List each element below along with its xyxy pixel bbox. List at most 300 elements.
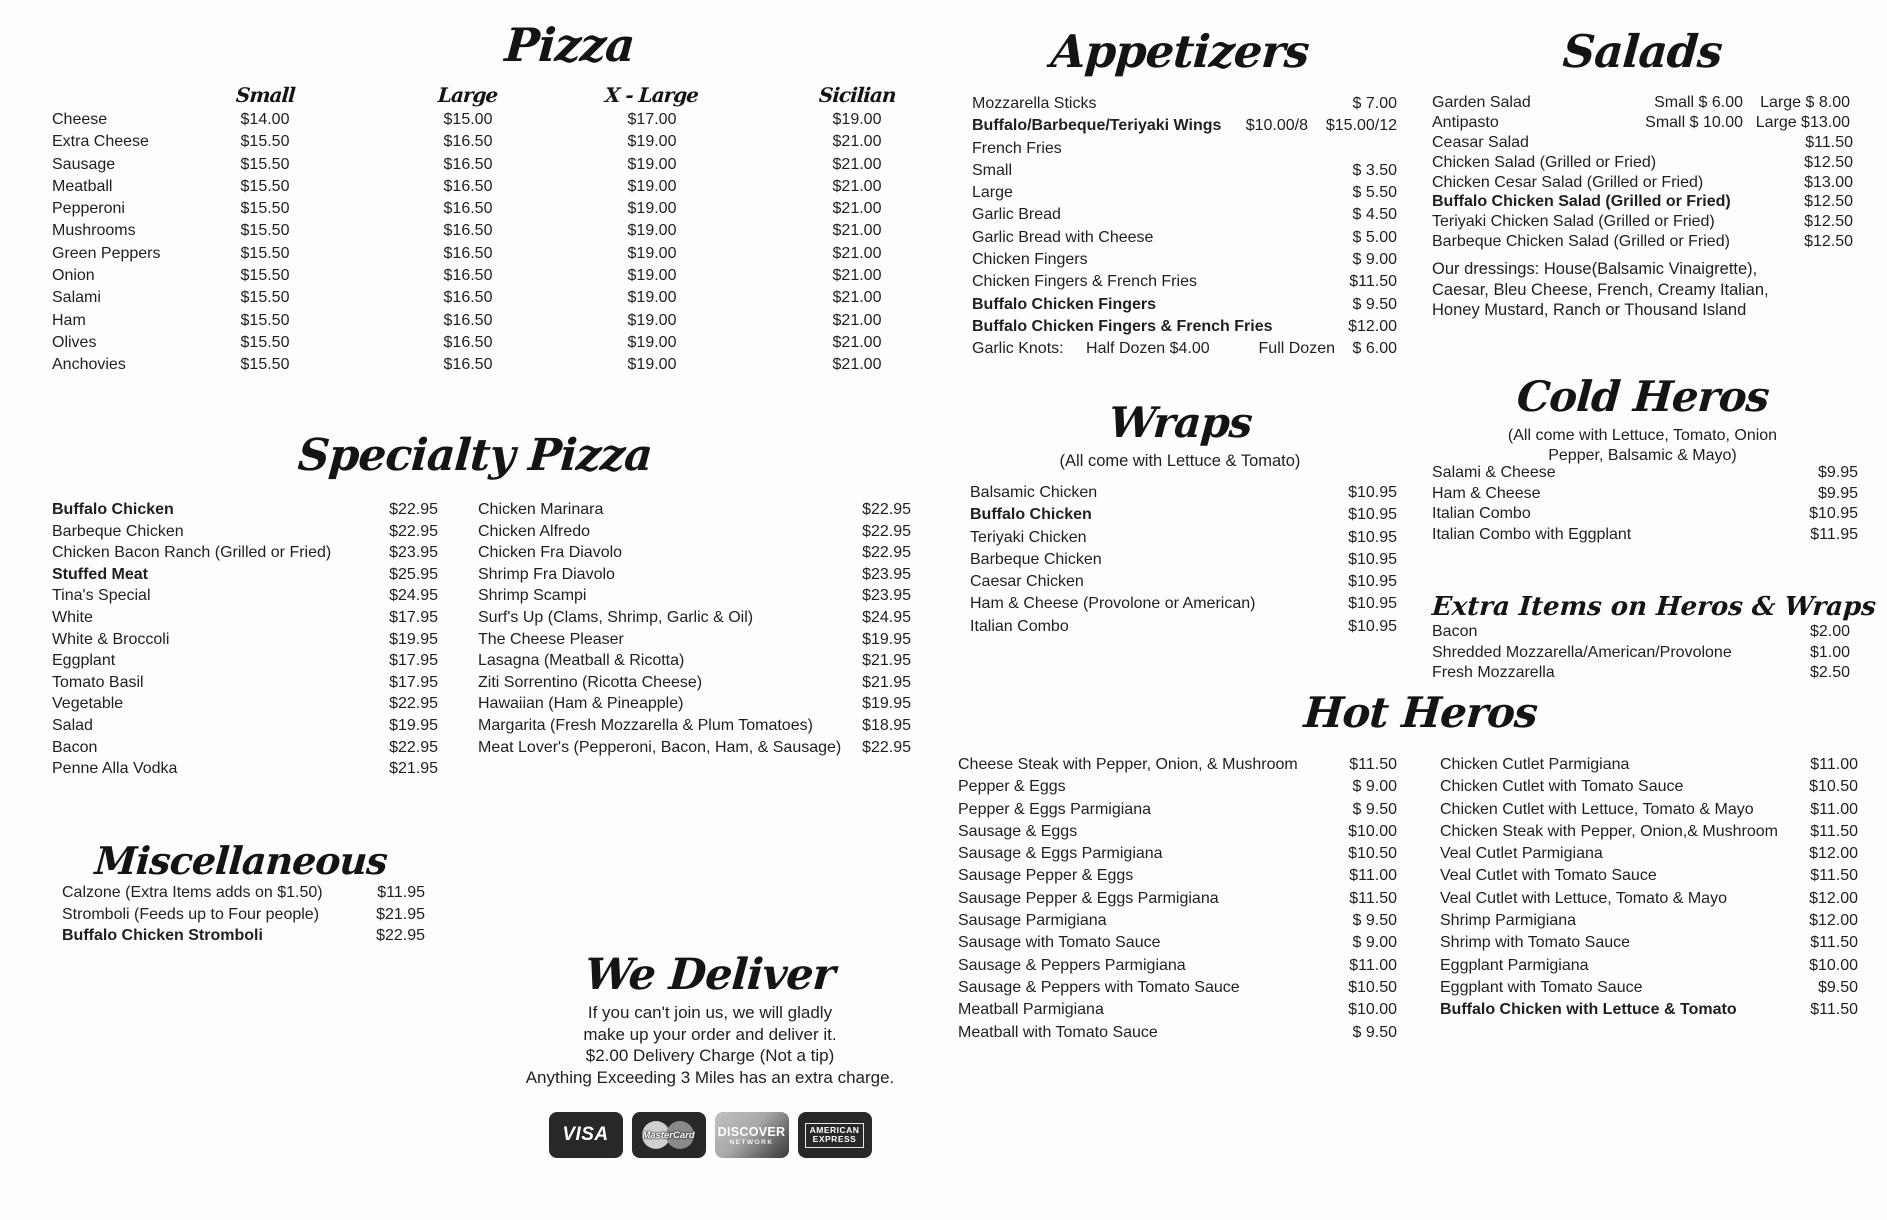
item-price: $10.00: [1809, 956, 1858, 974]
item-price: $10.95: [1809, 505, 1858, 522]
menu-item-row: [1432, 133, 1853, 153]
item-price: $11.50: [1810, 867, 1858, 885]
item-price: $10.95: [1348, 573, 1397, 591]
item-price: $2.00: [1809, 623, 1850, 640]
item-price: $10.50: [1348, 978, 1397, 996]
item-name: White & Broccoli: [52, 630, 170, 648]
price-large: $15.00: [443, 111, 493, 128]
menu-item-row: [478, 693, 911, 715]
price-large: $16.50: [443, 222, 493, 240]
price-small: $15.50: [240, 133, 290, 151]
half-dozen-price: Half Dozen $4.00: [1086, 340, 1210, 357]
item-name: Chicken Cutlet with Tomato Sauce: [1440, 778, 1684, 796]
item-price-large: Large $ 8.00: [1760, 94, 1850, 111]
item-price: $22.95: [862, 522, 911, 540]
menu-item-row: [52, 564, 438, 586]
menu-item-row: [478, 564, 911, 586]
item-name: Barbeque Chicken: [52, 522, 184, 540]
item-name: Garlic Knots:: [972, 340, 1064, 357]
price-large: $16.50: [443, 311, 493, 329]
pizza-row: [40, 287, 920, 309]
item-name: Shrimp Scampi: [478, 587, 587, 605]
menu-item-row: [972, 115, 1397, 137]
item-name: Buffalo Chicken: [970, 506, 1092, 524]
deliver-line: Anything Exceeding 3 Miles has an extra charge.: [525, 1067, 895, 1087]
item-name: Anchovies: [52, 356, 126, 374]
price-xlarge: $19.00: [627, 311, 677, 329]
item-name: Sausage & Eggs Parmigiana: [958, 845, 1163, 863]
item-price: $10.50: [1348, 845, 1397, 863]
pizza-table: [40, 109, 920, 377]
price-xlarge: $19.00: [627, 356, 677, 374]
item-name: Buffalo/Barbeque/Teriyaki Wings: [972, 117, 1222, 135]
item-name: Eggplant: [52, 652, 116, 670]
item-price: $12.00: [1809, 889, 1858, 907]
dressings-line: Honey Mustard, Ranch or Thousand Island: [1432, 301, 1747, 320]
item-price: $22.95: [862, 501, 911, 518]
item-price: $11.00: [1810, 756, 1858, 773]
item-name: Lasagna (Meatball & Ricotta): [478, 652, 685, 670]
menu-item-row: [958, 1022, 1397, 1044]
item-price: $12.00: [1809, 912, 1858, 930]
item-price: $ 9.50: [1352, 912, 1397, 930]
price-sicilian: $21.00: [832, 222, 882, 240]
item-name: Eggplant with Tomato Sauce: [1440, 978, 1643, 996]
item-name: Barbeque Chicken Salad (Grilled or Fried): [1432, 233, 1730, 251]
item-name: Sausage Parmigiana: [958, 912, 1107, 930]
pizza-col-large: Large: [437, 83, 499, 107]
item-price: $2.50: [1809, 664, 1850, 681]
menu-item-row: [1440, 977, 1858, 999]
menu-item-row: [1432, 484, 1858, 505]
menu-item-row: [1432, 504, 1858, 525]
item-name: Sausage with Tomato Sauce: [958, 934, 1161, 952]
item-name: Fresh Mozzarella: [1432, 664, 1555, 681]
price-small: $15.50: [240, 200, 290, 218]
deliver-text: [430, 1002, 990, 1088]
price-large: $16.50: [443, 133, 493, 151]
item-name: Pepper & Eggs Parmigiana: [958, 800, 1151, 818]
item-name: Ziti Sorrentino (Ricotta Cheese): [478, 673, 703, 691]
item-name: Garlic Bread: [972, 206, 1061, 224]
item-name: Buffalo Chicken with Lettuce & Tomato: [1440, 1001, 1737, 1019]
price-small: $15.50: [240, 289, 290, 307]
menu-item-row: [478, 715, 911, 737]
price-sicilian: $21.00: [832, 311, 882, 329]
item-name: Chicken Cutlet Parmigiana: [1440, 756, 1630, 773]
appetizers-list: [972, 93, 1397, 338]
pizza-col-xlarge: X - Large: [604, 83, 700, 107]
menu-item-row: [958, 776, 1397, 798]
mastercard-label: MasterCard: [642, 1129, 695, 1141]
item-name: Small: [972, 161, 1013, 179]
item-price: $22.95: [389, 738, 438, 756]
discover-network-label: NETWORK: [729, 1138, 774, 1146]
item-name: Cheese: [52, 111, 108, 128]
garlic-knots-row: [972, 338, 1397, 360]
item-price: $11.95: [1810, 525, 1858, 543]
item-price: $ 9.00: [1352, 251, 1397, 269]
price-large: $16.50: [443, 333, 493, 351]
item-name: Meatball with Tomato Sauce: [958, 1023, 1158, 1041]
pizza-row: [40, 109, 920, 131]
menu-item-row: [958, 955, 1397, 977]
item-price: $17.95: [389, 608, 438, 626]
price-small: $15.50: [240, 356, 290, 374]
menu-item-row: [478, 585, 911, 607]
pizza-row: [40, 220, 920, 242]
item-name: Chicken Cutlet with Lettuce, Tomato & Mayo: [1440, 800, 1754, 818]
mastercard-card-logo: [632, 1112, 706, 1158]
item-price: $19.95: [862, 695, 911, 713]
price-sicilian: $21.00: [832, 267, 882, 285]
item-price: $11.50: [1349, 756, 1397, 773]
item-name: Meatball Parmigiana: [958, 1001, 1104, 1019]
item-price: $17.95: [389, 652, 438, 670]
extra-items-title: Extra Items on Heros & Wraps: [1430, 592, 1877, 622]
item-name: Italian Combo with Eggplant: [1432, 525, 1632, 543]
item-name: Chicken Fra Diavolo: [478, 544, 623, 562]
item-price: $11.50: [1349, 273, 1397, 291]
item-price: $10.95: [1348, 595, 1397, 613]
item-name: Sausage & Eggs: [958, 822, 1078, 840]
price-xlarge: $19.00: [627, 133, 677, 151]
item-price: $13.00: [1804, 173, 1853, 191]
item-name: Shredded Mozzarella/American/Provolone: [1432, 643, 1732, 661]
item-price: $11.50: [1810, 1001, 1858, 1019]
item-name: Italian Combo: [970, 617, 1069, 635]
item-name: Meat Lover's (Pepperoni, Bacon, Ham, & Sausage): [478, 738, 842, 756]
price-large: $16.50: [443, 155, 493, 173]
deliver-title: We Deliver: [583, 950, 837, 1000]
item-price: $10.95: [1348, 550, 1397, 568]
item-name: Salami & Cheese: [1432, 464, 1556, 481]
price-small: $15.50: [240, 311, 290, 329]
menu-item-row: [1432, 113, 1853, 133]
menu-item-row: [1432, 93, 1853, 113]
item-price: $21.95: [862, 652, 911, 670]
item-price: $10.00: [1348, 822, 1397, 840]
item-price: $18.95: [862, 716, 911, 734]
deliver-line: make up your order and deliver it.: [583, 1024, 837, 1044]
item-price: $15.00/12: [1325, 117, 1397, 135]
item-name: Cheese Steak with Pepper, Onion, & Mushroom: [958, 756, 1298, 773]
menu-item-row: [478, 672, 911, 694]
price-sicilian: $21.00: [832, 244, 882, 262]
menu-item-row: [972, 160, 1397, 182]
item-name: Shrimp Parmigiana: [1440, 912, 1577, 930]
item-name: The Cheese Pleaser: [478, 630, 624, 648]
menu-item-row: [970, 482, 1397, 504]
item-price: $11.00: [1349, 956, 1397, 974]
item-price: $19.95: [389, 716, 438, 734]
dressings-line: Caesar, Bleu Cheese, French, Creamy Italian,: [1432, 280, 1769, 299]
item-name: Italian Combo: [1432, 505, 1531, 522]
menu-item-row: [958, 754, 1397, 776]
wraps-subtitle: (All come with Lettuce & Tomato): [1059, 452, 1301, 470]
menu-item-row: [1440, 999, 1858, 1021]
item-price: $10.95: [1348, 528, 1397, 546]
price-small: $14.00: [240, 111, 290, 128]
menu-item-row: [62, 925, 425, 947]
pizza-size-header: [40, 84, 920, 106]
menu-item-row: [478, 737, 911, 759]
pizza-row: [40, 131, 920, 153]
hot-heros-title: Hot Heros: [1301, 688, 1539, 737]
item-name: Veal Cutlet with Tomato Sauce: [1440, 867, 1657, 885]
salads-title: Salads: [1561, 25, 1724, 78]
item-price: $17.95: [389, 673, 438, 691]
item-name: Ceasar Salad: [1432, 133, 1529, 151]
item-price: $9.95: [1817, 484, 1858, 502]
wraps-list: [970, 482, 1397, 638]
deliver-line: $2.00 Delivery Charge (Not a tip): [585, 1046, 835, 1065]
price-sicilian: $21.00: [832, 289, 882, 307]
menu-item-row: [1432, 212, 1853, 232]
menu-item-row: [972, 249, 1397, 271]
item-name: Margarita (Fresh Mozzarella & Plum Tomatoes): [478, 716, 813, 734]
item-price: $11.50: [1349, 889, 1397, 907]
visa-label: VISA: [562, 1124, 609, 1145]
payment-cards: [430, 1112, 990, 1158]
price-small: $15.50: [240, 155, 290, 173]
item-price: $11.50: [1805, 133, 1853, 151]
price-xlarge: $17.00: [627, 111, 677, 128]
item-price: $23.95: [862, 587, 911, 605]
item-price: $10.95: [1348, 484, 1397, 501]
price-sicilian: $21.00: [832, 177, 882, 195]
price-xlarge: $19.00: [627, 200, 677, 218]
menu-item-row: [1432, 173, 1853, 193]
price-sicilian: $21.00: [832, 133, 882, 151]
item-name: Antipasto: [1432, 113, 1499, 131]
item-name: Salad: [52, 716, 93, 734]
menu-item-row: [1432, 192, 1853, 212]
item-name: Chicken Salad (Grilled or Fried): [1432, 153, 1657, 171]
item-name: Teriyaki Chicken: [970, 528, 1087, 546]
menu-item-row: [972, 93, 1397, 115]
item-price: $ 3.50: [1352, 161, 1397, 179]
price-sicilian: $21.00: [832, 155, 882, 173]
item-name: Tomato Basil: [52, 673, 144, 691]
menu-item-row: [970, 527, 1397, 549]
menu-item-row: [478, 542, 911, 564]
item-price: $12.50: [1804, 193, 1853, 211]
menu-item-row: [52, 650, 438, 672]
menu-item-row: [52, 693, 438, 715]
menu-item-row: [1440, 799, 1858, 821]
item-price: $12.00: [1348, 317, 1397, 335]
hot-heros-left-column: [958, 754, 1397, 1044]
menu-item-row: [1440, 865, 1858, 887]
item-price: $22.95: [389, 522, 438, 540]
item-name: Shrimp Fra Diavolo: [478, 565, 615, 583]
price-small: $15.50: [240, 177, 290, 195]
item-price: $ 9.00: [1352, 778, 1397, 796]
menu-item-row: [1432, 153, 1853, 173]
pizza-row: [40, 354, 920, 376]
menu-item-row: [52, 758, 438, 780]
item-name: Veal Cutlet with Lettuce, Tomato & Mayo: [1440, 889, 1727, 907]
menu-item-row: [1432, 232, 1853, 252]
salads-sized-list: [1432, 93, 1853, 133]
item-price: $1.00: [1809, 643, 1850, 661]
subtitle-line: Pepper, Balsamic & Mayo): [1548, 447, 1737, 464]
item-price: $19.95: [862, 630, 911, 648]
item-price: $24.95: [862, 608, 911, 626]
item-price: $24.95: [389, 587, 438, 605]
menu-item-row: [958, 910, 1397, 932]
item-name: Chicken Cesar Salad (Grilled or Fried): [1432, 173, 1704, 191]
menu-item-row: [970, 571, 1397, 593]
menu-item-row: [1440, 932, 1858, 954]
item-name: Mozzarella Sticks: [972, 95, 1097, 112]
item-name: Vegetable: [52, 695, 124, 713]
menu-item-row: [958, 821, 1397, 843]
menu-item-row: [52, 629, 438, 651]
item-name: Salami: [52, 289, 101, 307]
item-name: Sausage & Peppers Parmigiana: [958, 956, 1186, 974]
item-name: Bacon: [1432, 623, 1478, 640]
item-name: Barbeque Chicken: [970, 550, 1102, 568]
pizza-row: [40, 332, 920, 354]
menu-item-row: [52, 585, 438, 607]
pizza-row: [40, 310, 920, 332]
item-price: $22.95: [862, 544, 911, 562]
menu-item-row: [972, 204, 1397, 226]
menu-item-row: [1440, 754, 1858, 776]
item-price: $21.95: [862, 673, 911, 691]
menu-item-row: [1440, 821, 1858, 843]
subtitle-line: (All come with Lettuce, Tomato, Onion: [1507, 427, 1778, 444]
discover-label: DISCOVER: [717, 1124, 786, 1139]
item-price: $ 4.50: [1352, 206, 1397, 224]
price-small: $15.50: [240, 267, 290, 285]
item-name: White: [52, 608, 93, 626]
item-name: Chicken Marinara: [478, 501, 604, 518]
discover-card-logo: [715, 1112, 789, 1158]
menu-item-row: [62, 904, 425, 926]
item-price: $11.50: [1810, 822, 1858, 840]
item-price: $ 7.00: [1352, 95, 1397, 112]
appetizers-title: Appetizers: [1049, 25, 1311, 78]
menu-item-row: [1432, 643, 1850, 664]
item-name: Balsamic Chicken: [970, 484, 1098, 501]
pizza-row: [40, 198, 920, 220]
item-price: $ 9.00: [1352, 934, 1397, 952]
item-price: $21.95: [376, 905, 425, 923]
price-xlarge: $19.00: [627, 333, 677, 351]
menu-item-row: [970, 593, 1397, 615]
item-name: Buffalo Chicken Stromboli: [62, 927, 263, 945]
item-name: Buffalo Chicken: [52, 501, 174, 518]
price-xlarge: $19.00: [627, 244, 677, 262]
menu-item-row: [1432, 663, 1850, 684]
item-price: $22.95: [376, 927, 425, 945]
item-mid-price: $10.00/8: [1245, 117, 1308, 135]
menu-item-row: [958, 843, 1397, 865]
extra-items-list: [1432, 622, 1850, 684]
menu-item-row: [52, 737, 438, 759]
price-large: $16.50: [443, 267, 493, 285]
menu-item-row: [52, 521, 438, 543]
amex-label-line1: AMERICAN: [809, 1124, 860, 1135]
menu-item-row: [52, 672, 438, 694]
item-name: Sausage & Peppers with Tomato Sauce: [958, 978, 1240, 996]
pizza-title: Pizza: [503, 18, 637, 72]
pizza-col-sicilian: Sicilian: [817, 83, 897, 107]
item-price: $ 9.50: [1352, 800, 1397, 818]
price-small: $15.50: [240, 222, 290, 240]
specialty-title: Specialty Pizza: [296, 430, 654, 481]
menu-item-row: [1440, 888, 1858, 910]
menu-item-row: [958, 865, 1397, 887]
menu-item-row: [972, 138, 1397, 160]
item-name: Ham & Cheese: [1432, 484, 1541, 502]
menu-item-row: [1440, 843, 1858, 865]
item-name: Large: [972, 184, 1013, 202]
item-price: $10.95: [1348, 617, 1397, 635]
dressings-line: Our dressings: House(Balsamic Vinaigrette),: [1432, 260, 1758, 278]
item-name: Buffalo Chicken Salad (Grilled or Fried): [1432, 193, 1731, 211]
item-price-large: Large $13.00: [1755, 113, 1850, 131]
pizza-row: [40, 176, 920, 198]
price-xlarge: $19.00: [627, 177, 677, 195]
item-name: Veal Cutlet Parmigiana: [1440, 845, 1603, 863]
price-large: $16.50: [443, 244, 493, 262]
menu-item-row: [1440, 910, 1858, 932]
menu-item-row: [972, 294, 1397, 316]
hot-heros-right-column: [1440, 754, 1858, 1022]
price-sicilian: $21.00: [832, 200, 882, 218]
pizza-row: [40, 265, 920, 287]
menu-item-row: [1432, 525, 1858, 546]
item-name: Chicken Steak with Pepper, Onion,& Mushroom: [1440, 822, 1778, 840]
item-name: Sausage Pepper & Eggs: [958, 867, 1134, 885]
specialty-left-column: [52, 499, 438, 780]
menu-item-row: [958, 799, 1397, 821]
salads-list: [1432, 133, 1853, 252]
menu-item-row: [972, 316, 1397, 338]
item-name: Teriyaki Chicken Salad (Grilled or Fried): [1432, 213, 1715, 231]
item-price-small: Small $ 10.00: [1645, 113, 1743, 131]
item-name: Ham: [52, 311, 86, 329]
item-name: French Fries: [972, 139, 1062, 157]
menu-item-row: [62, 882, 425, 904]
item-name: Tina's Special: [52, 587, 151, 605]
item-name: Sausage Pepper & Eggs Parmigiana: [958, 889, 1219, 907]
item-name: Ham & Cheese (Provolone or American): [970, 595, 1256, 613]
item-price: $10.00: [1348, 1001, 1397, 1019]
price-xlarge: $19.00: [627, 267, 677, 285]
item-name: Olives: [52, 333, 97, 351]
menu-item-row: [52, 542, 438, 564]
item-name: Chicken Fingers & French Fries: [972, 273, 1197, 291]
item-price: $23.95: [389, 544, 438, 562]
price-large: $16.50: [443, 356, 493, 374]
dressings-note: [1432, 259, 1812, 321]
item-price: $10.50: [1809, 778, 1858, 796]
item-name: Chicken Bacon Ranch (Grilled or Fried): [52, 544, 332, 562]
menu-item-row: [478, 499, 911, 521]
item-price: $22.95: [862, 738, 911, 756]
item-price: $ 5.50: [1352, 184, 1397, 202]
deliver-line: If you can't join us, we will gladly: [587, 1003, 833, 1022]
price-sicilian: $19.00: [832, 111, 882, 128]
item-name: Buffalo Chicken Fingers & French Fries: [972, 317, 1273, 335]
item-name: Sausage: [52, 155, 116, 173]
price-small: $15.50: [240, 244, 290, 262]
